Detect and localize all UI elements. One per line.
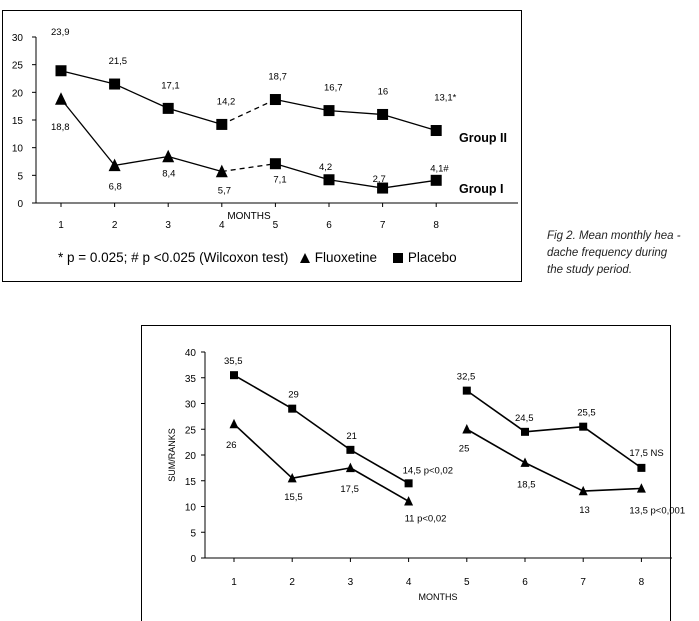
x-tick-label: 2 xyxy=(289,577,295,588)
y-tick-label: 20 xyxy=(184,451,196,462)
x-tick-label: 6 xyxy=(522,577,528,588)
x-tick-label: 5 xyxy=(272,220,279,231)
y-tick-label: 10 xyxy=(11,143,23,155)
y-tick-label: 40 xyxy=(184,348,196,359)
caption-line-3: the study period. xyxy=(547,264,633,276)
y-tick-label: 10 xyxy=(184,502,196,514)
x-tick-label: 7 xyxy=(580,577,586,588)
series-segment xyxy=(350,468,408,501)
x-tick-label: 3 xyxy=(347,577,354,588)
data-label: 18,7 xyxy=(268,71,287,83)
data-label: 21,5 xyxy=(108,56,128,68)
x-axis-label: MONTHS xyxy=(418,592,458,602)
data-label: 5,7 xyxy=(217,185,232,197)
series-segment xyxy=(467,429,525,462)
data-label: 13,5 p<0,001 xyxy=(629,505,686,517)
data-label: 4,2 xyxy=(319,161,333,173)
data-point-square xyxy=(230,371,238,379)
data-point-square xyxy=(521,428,529,436)
x-tick-label: 2 xyxy=(111,220,118,231)
data-label: 13,1* xyxy=(434,92,457,104)
x-tick-label: 1 xyxy=(231,577,237,588)
data-label: 17,1 xyxy=(161,80,180,92)
y-tick-label: 15 xyxy=(184,476,196,488)
data-label: 8,4 xyxy=(162,168,176,180)
y-tick-label: 30 xyxy=(11,33,23,44)
x-tick-label: 7 xyxy=(379,220,386,231)
data-label: 29 xyxy=(288,389,299,401)
data-label: 7,1 xyxy=(273,174,287,186)
x-tick-label: 4 xyxy=(219,220,225,231)
y-tick-label: 35 xyxy=(184,373,196,385)
series-name-label: Group I xyxy=(459,182,504,196)
series-segment xyxy=(467,391,525,432)
data-label: 16 xyxy=(377,86,389,98)
x-tick-label: 4 xyxy=(405,577,412,588)
data-point-square xyxy=(579,423,587,431)
series-segment xyxy=(292,409,350,450)
legend-fluoxetine: Fluoxetine xyxy=(314,250,378,265)
series-segment xyxy=(525,427,583,432)
caption-line-2: dache frequency during xyxy=(547,247,668,259)
x-tick-label: 5 xyxy=(464,577,470,588)
series-segment xyxy=(292,468,350,478)
x-axis-label: MONTHS xyxy=(227,211,271,222)
x-tick-label: 6 xyxy=(326,220,332,231)
y-axis-label: SUM/RANKS xyxy=(167,428,177,482)
data-label: 16,7 xyxy=(324,82,343,94)
y-tick-label: 0 xyxy=(17,199,23,210)
data-point-square xyxy=(288,405,296,413)
data-label: 26 xyxy=(226,440,237,452)
data-label: 17,5 NS xyxy=(629,447,664,459)
data-point-triangle xyxy=(521,458,530,467)
data-label: 32,5 xyxy=(456,371,476,383)
data-label: 35,5 xyxy=(224,356,243,368)
y-tick-label: 25 xyxy=(11,60,23,72)
data-point-square xyxy=(463,387,471,395)
data-label: 18,8 xyxy=(51,121,70,133)
chart-1-footnote: * p = 0.025; # p <0.025 (Wilcoxon test) xyxy=(58,250,289,265)
data-label: 24,5 xyxy=(515,412,534,424)
data-point-square xyxy=(346,446,354,454)
data-point-triangle xyxy=(404,496,413,505)
data-label: 2,7 xyxy=(372,174,386,186)
y-tick-label: 15 xyxy=(11,116,23,127)
x-tick-label: 8 xyxy=(433,220,439,231)
data-label: 15,5 xyxy=(284,492,303,504)
series-segment xyxy=(350,450,408,483)
caption-line-1: Fig 2. Mean monthly hea - xyxy=(547,230,681,242)
legend-placebo: Placebo xyxy=(407,250,457,265)
data-label: 13 xyxy=(579,505,590,517)
data-point-triangle xyxy=(462,424,471,433)
data-label: 25,5 xyxy=(577,407,596,419)
series-segment xyxy=(234,424,292,478)
y-tick-label: 30 xyxy=(184,399,196,411)
y-tick-label: 5 xyxy=(190,528,196,540)
x-tick-label: 8 xyxy=(638,577,645,588)
data-label: 23,9 xyxy=(51,26,70,38)
data-label: 4,1# xyxy=(430,163,449,175)
x-tick-label: 1 xyxy=(58,220,64,231)
y-tick-label: 25 xyxy=(184,425,196,437)
data-point-square xyxy=(637,464,645,472)
data-label: 6,8 xyxy=(108,181,122,193)
y-tick-label: 5 xyxy=(17,171,23,183)
data-label: 17,5 xyxy=(340,483,359,495)
data-point-triangle xyxy=(346,463,355,472)
y-tick-label: 20 xyxy=(11,88,23,100)
x-tick-label: 3 xyxy=(165,220,171,231)
data-label: 11 p<0,02 xyxy=(404,513,447,525)
series-segment xyxy=(234,375,292,408)
series-segment xyxy=(583,488,641,491)
data-label: 18,5 xyxy=(517,479,536,491)
data-point-triangle xyxy=(230,419,239,428)
y-tick-label: 0 xyxy=(190,554,196,565)
data-label: 25 xyxy=(458,443,470,455)
data-label: 14,2 xyxy=(216,96,236,108)
data-point-square xyxy=(405,479,413,487)
data-label: 21 xyxy=(346,430,357,442)
series-name-label: Group II xyxy=(459,131,507,145)
data-label: 14,5 p<0,02 xyxy=(402,465,454,477)
